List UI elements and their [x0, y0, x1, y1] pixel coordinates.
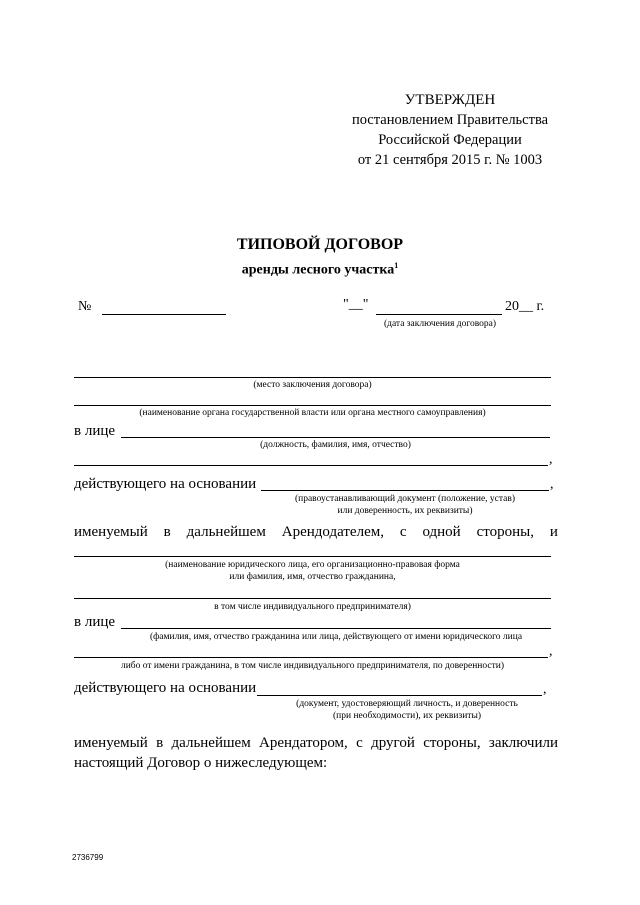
tenant-person-caption: (фамилия, имя, отчество гражданина или лица, действующего от имени юридического лица	[149, 632, 523, 642]
tenant-name-field[interactable]	[74, 556, 551, 557]
in-person-label: в лице	[74, 614, 116, 630]
acting-basis-label: действующего на основании	[74, 680, 257, 696]
approved-line-1: постановлением Правительства	[351, 112, 549, 128]
tenant-person-caption-2: либо от имени гражданина, в том числе индивидуального предпринимателя, по доверенности)	[120, 661, 504, 671]
basis-caption-2: или доверенность, их реквизиты)	[337, 506, 473, 516]
date-day-quote: "__"	[343, 297, 369, 312]
landlord-representative-field[interactable]	[121, 437, 550, 438]
number-sign: №	[78, 299, 92, 314]
authority-field[interactable]	[74, 405, 551, 406]
document-id: 2736799	[72, 853, 104, 862]
place-field[interactable]	[74, 377, 551, 378]
date-year: 20__ г.	[505, 299, 545, 314]
word: с	[399, 524, 407, 540]
subtitle-text: аренды лесного участка	[241, 262, 395, 278]
tenant-caption-3: в том числе индивидуального предпринимателя)	[214, 602, 411, 612]
tenant-basis-field[interactable]	[257, 695, 542, 696]
document-subtitle	[0, 261, 640, 279]
landlord-basis-field[interactable]	[261, 490, 549, 491]
date-caption: (дата заключения договора)	[383, 319, 497, 329]
contract-number-field[interactable]	[102, 314, 226, 315]
approved-line-3: от 21 сентября 2015 г. № 1003	[357, 152, 543, 168]
word: стороны,	[476, 524, 534, 540]
document-title: ТИПОВОЙ ДОГОВОР	[236, 236, 404, 253]
closing-paragraph: именуемый в дальнейшем Арендатором, с другой стороны, заключили настоящий Договор о нижеследующем:	[74, 735, 558, 771]
contract-date-field[interactable]	[376, 314, 502, 315]
tenant-representative-field-2[interactable]	[74, 657, 548, 658]
word: дальнейшем	[186, 524, 266, 540]
acting-basis-label: действующего на основании	[74, 476, 257, 492]
comma: ,	[549, 644, 553, 659]
landlord-representative-field-2[interactable]	[74, 465, 548, 466]
word: и	[549, 524, 558, 540]
authority-caption: (наименование органа государственной власти или органа местного самоуправления)	[139, 408, 486, 418]
comma: ,	[550, 477, 554, 492]
approval-block	[340, 90, 560, 170]
landlord-designation-line	[74, 524, 558, 541]
approved-heading: УТВЕРЖДЕН	[404, 92, 496, 108]
footnote-mark: 1	[394, 261, 399, 270]
position-caption: (должность, фамилия, имя, отчество)	[260, 440, 411, 450]
comma: ,	[543, 682, 547, 697]
word: Арендодателем,	[281, 524, 384, 540]
tenant-doc-caption-1: (документ, удостоверяющий личность, и доверенность	[296, 699, 518, 709]
word: в	[163, 524, 171, 540]
in-person-label: в лице	[74, 423, 116, 439]
tenant-representative-field[interactable]	[121, 628, 551, 629]
word: одной	[422, 524, 461, 540]
tenant-name-field-2[interactable]	[74, 598, 551, 599]
place-caption: (место заключения договора)	[253, 380, 372, 390]
approved-line-2: Российской Федерации	[378, 132, 522, 148]
tenant-caption-2: или фамилия, имя, отчество гражданина,	[229, 572, 396, 582]
comma: ,	[549, 452, 553, 467]
word: именуемый	[74, 524, 148, 540]
tenant-doc-caption-2: (при необходимости), их реквизиты)	[332, 711, 482, 721]
basis-caption-1: (правоустанавливающий документ (положение, устав)	[294, 494, 516, 504]
tenant-caption-1: (наименование юридического лица, его организационно-правовая форма	[165, 560, 460, 570]
